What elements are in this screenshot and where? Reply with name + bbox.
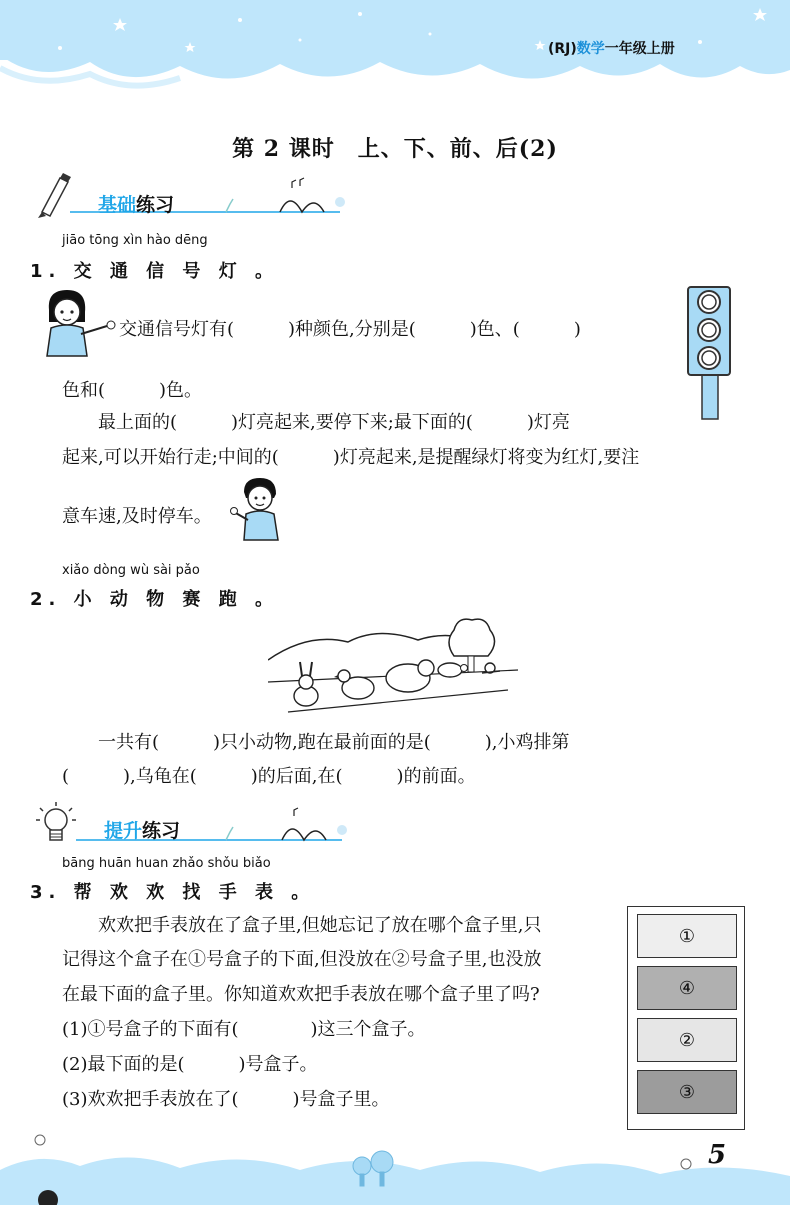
basic-label-b: 练习 [136, 194, 175, 216]
music-note-icon [294, 808, 298, 816]
book-subject: 数学 [576, 41, 605, 57]
chicken-icon [334, 670, 374, 699]
lesson-title: 第 2 课时 上、下、前、后(2) [232, 136, 558, 162]
q2-line-2: ( ),乌龟在( )的后面,在( )的前面。 [62, 766, 476, 787]
q2-pinyin: xiǎo dòng wù sài pǎo [62, 563, 200, 578]
q1-title: 1. 交 通 信 号 灯 。 [30, 261, 279, 282]
footer-cloud-banner [0, 1130, 790, 1205]
advanced-section-label [104, 816, 180, 843]
q3-sub-3: (3)欢欢把手表放在了( )号盒子里。 [62, 1089, 390, 1110]
q1-line-2: 色和( )色。 [62, 380, 203, 401]
q3-line-2: 记得这个盒子在①号盒子的下面,但没放在②号盒子里,也没放 [62, 949, 542, 970]
sheep-icon [386, 660, 434, 692]
box-3 [637, 1070, 737, 1114]
book-series: (RJ) [548, 41, 577, 57]
advanced-label-a: 提升 [104, 820, 143, 842]
girl-pointing-icon [35, 288, 117, 358]
basic-section-label [98, 190, 174, 217]
animal-race-illustration [268, 612, 518, 720]
basic-section-decoration [30, 172, 360, 220]
pencil-icon [38, 173, 71, 218]
turtle-icon [438, 663, 468, 677]
page-number: 5 [708, 1140, 727, 1170]
q1-line-4: 起来,可以开始行走;中间的( )灯亮起来,是提醒绿灯将变为红灯,要注 [62, 447, 640, 468]
music-note-icon [292, 178, 304, 188]
traffic-light-icon [686, 285, 732, 421]
q2-line-1: 一共有( )只小动物,跑在最前面的是( ),小鸡排第 [98, 732, 570, 753]
box-4-label: ④ [678, 977, 696, 999]
q3-line-3: 在最下面的盒子里。你知道欢欢把手表放在哪个盒子里了吗? [62, 984, 540, 1005]
book-label [548, 38, 675, 58]
q3-pinyin: bāng huān huan zhǎo shǒu biǎo [62, 856, 271, 871]
boy-pointing-icon [230, 476, 286, 542]
book-grade: 一年级上册 [604, 41, 675, 57]
box-2-label: ② [678, 1029, 696, 1051]
rabbit-icon [294, 662, 318, 706]
q1-line-3: 最上面的( )灯亮起来,要停下来;最下面的( )灯亮 [98, 412, 570, 433]
q3-sub-1: (1)①号盒子的下面有( )这三个盒子。 [62, 1019, 426, 1040]
q3-line-1: 欢欢把手表放在了盒子里,但她忘记了放在哪个盒子里,只 [98, 915, 542, 936]
q3-title: 3. 帮 欢 欢 找 手 表 。 [30, 882, 316, 903]
box-2 [637, 1018, 737, 1062]
q3-sub-2: (2)最下面的是( )号盒子。 [62, 1054, 318, 1075]
box-4 [637, 966, 737, 1010]
advanced-label-b: 练习 [142, 820, 181, 842]
box-3-label: ③ [678, 1081, 696, 1103]
q2-title: 2. 小 动 物 赛 跑 。 [30, 589, 279, 610]
box-1 [637, 914, 737, 958]
q1-line-5: 意车速,及时停车。 [62, 506, 212, 527]
basic-label-a: 基础 [98, 194, 137, 216]
lightbulb-icon [36, 802, 76, 840]
q1-pinyin: jiāo tōng xìn hào dēng [62, 233, 208, 248]
q1-line-1: 交通信号灯有( )种颜色,分别是( )色、( ) [119, 319, 581, 340]
box-1-label: ① [678, 925, 696, 947]
advanced-section-decoration [30, 800, 360, 848]
